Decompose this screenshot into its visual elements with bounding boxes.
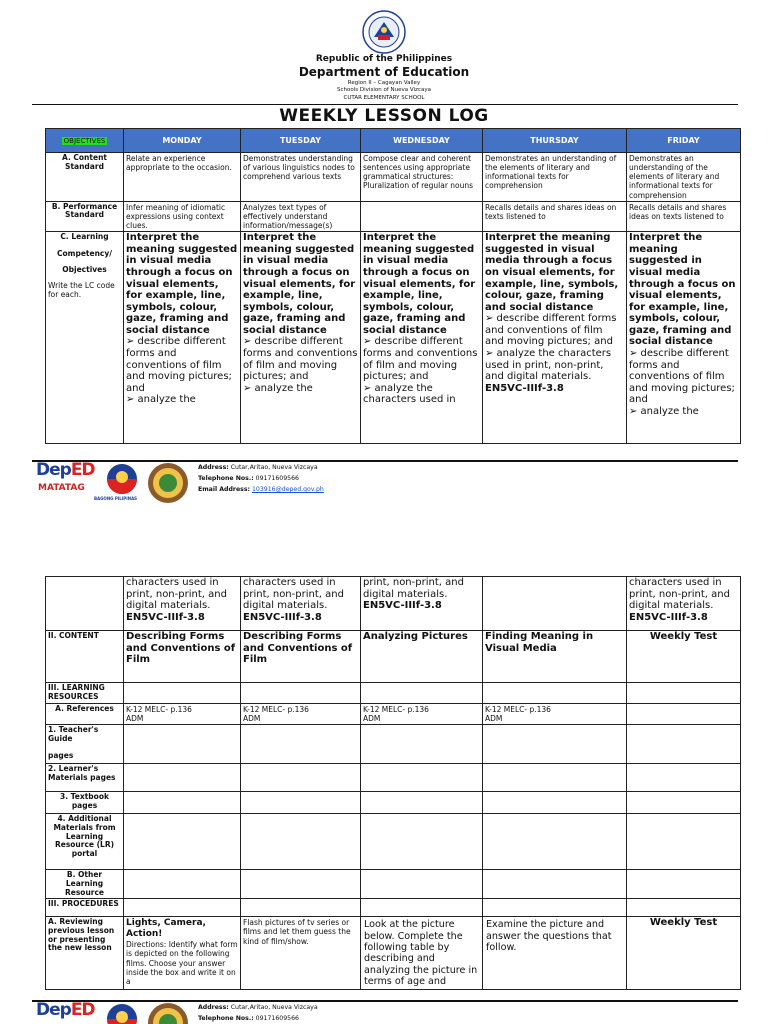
table-row <box>46 870 741 899</box>
lesson-log-table-bottom <box>45 576 741 990</box>
table-row <box>46 201 741 231</box>
school-name: CUTAR ELEMENTARY SCHOOL <box>343 95 425 101</box>
col-objectives: OBJECTIVES <box>46 129 124 153</box>
school-seal-icon <box>147 1002 189 1024</box>
table-cell: Describing Forms and Conventions of Film <box>124 631 241 683</box>
region-text: Region II – Cagayan Valley <box>347 80 421 86</box>
table-row <box>46 792 741 814</box>
table-cell: Demonstrates an understanding of the elements of literary and informational texts for comprehension <box>627 153 741 202</box>
bagong-pilipinas-text: BAGONG PILIPINAS <box>94 496 138 501</box>
matatag-logo: MATATAG <box>38 483 85 493</box>
col-thursday: THURSDAY <box>483 129 627 153</box>
table-cell: K-12 MELC- p.136 ADM <box>241 704 361 725</box>
table-cell: Describing Forms and Conventions of Film <box>241 631 361 683</box>
row-label-teachers-guide: 1. Teacher's Guide pages <box>46 725 124 764</box>
division-text: Schools Division of Nueva Vizcaya <box>337 87 431 93</box>
table-cell: Relate an experience appropriate to the occasion. <box>124 153 241 202</box>
table-cell: Finding Meaning in Visual Media <box>483 631 627 683</box>
table-cell: Compose clear and coherent sentences using appropriate grammatical structures: Pluralization of regular nouns <box>361 153 483 202</box>
table-cell: Infer meaning of idiomatic expressions using context clues. <box>124 201 241 231</box>
table-cell: Demonstrates understanding of various linguistics nodes to comprehend various texts <box>241 153 361 202</box>
table-cell: Look at the picture below. Complete the following table by describing and analyzing the picture in terms of age and <box>361 917 483 990</box>
header-divider <box>32 104 738 105</box>
table-cell: Weekly Test <box>627 917 741 990</box>
row-label-references: A. References <box>46 704 124 725</box>
table-cell: Lights, Camera, Action! Directions: Identify what form is depicted on the following films. Choose your answer inside the box and write it on a <box>124 917 241 990</box>
table-cell: Examine the picture and answer the questions that follow. <box>483 917 627 990</box>
col-tuesday: TUESDAY <box>241 129 361 153</box>
row-label-additional-materials: 4. Additional Materials from Learning Resource (LR) portal <box>46 814 124 870</box>
table-cell: Analyzing Pictures <box>361 631 483 683</box>
table-cell: characters used in print, non-print, and digital materials. EN5VC-IIIf-3.8 <box>241 577 361 631</box>
row-label-other-resources: B. Other Learning Resource <box>46 870 124 899</box>
table-row <box>46 704 741 725</box>
row-label-content-standard: A. Content Standard <box>46 153 124 202</box>
table-row <box>46 899 741 917</box>
row-label-textbook: 3. Textbook pages <box>46 792 124 814</box>
email-link[interactable]: 103916@deped.gov.ph <box>251 486 324 493</box>
bagong-pilipinas-icon <box>102 1002 142 1024</box>
table-cell: Flash pictures of tv series or films and let them guess the kind of film/show. <box>241 917 361 990</box>
table-cell: Interpret the meaning suggested in visual media through a focus on visual elements, for example, line, symbols, colour, gaze, framing and social distance ➢ describe different forms and conventions of film and moving pictures; and ➢ analyze the <box>241 232 361 444</box>
page-footer-2 <box>32 1000 738 1024</box>
table-cell: Weekly Test <box>627 631 741 683</box>
table-cell: characters used in print, non-print, and digital materials. EN5VC-IIIf-3.8 <box>124 577 241 631</box>
footer-phone: Telephone Nos.: 09171609566 <box>198 475 299 482</box>
department-name: Department of Education <box>298 65 470 79</box>
table-row <box>46 153 741 202</box>
col-wednesday: WEDNESDAY <box>361 129 483 153</box>
table-cell: K-12 MELC- p.136 ADM <box>361 704 483 725</box>
row-label-learning-competency: C. Learning Competency/ Objectives Write the LC code for each. <box>46 232 124 444</box>
row-label-content: II. CONTENT <box>46 631 124 683</box>
row-label-performance-standard: B. Performance Standard <box>46 201 124 231</box>
page-footer <box>32 460 738 510</box>
page-title: WEEKLY LESSON LOG <box>279 106 489 126</box>
table-cell: Analyzes text types of effectively understand information/message(s) <box>241 201 361 231</box>
col-friday: FRIDAY <box>627 129 741 153</box>
footer-email: Email Address: 103916@deped.gov.ph <box>198 486 324 493</box>
deped-logo: DepED <box>36 1000 95 1020</box>
table-cell: Recalls details and shares ideas on texts listened to <box>627 201 741 231</box>
lesson-log-table-top <box>45 128 741 444</box>
table-cell: print, non-print, and digital materials. EN5VC-IIIf-3.8 <box>361 577 483 631</box>
table-cell: Interpret the meaning suggested in visual media through a focus on visual elements, for example, line, symbols, colour, gaze, framing and social distance ➢ describe different forms and conventions of film and moving pictures; and ➢ analyze the <box>627 232 741 444</box>
table-row <box>46 917 741 990</box>
footer-address: Address: Cutar,Aritao, Nueva Vizcaya <box>198 464 318 471</box>
row-label-learning-resources: III. LEARNING RESOURCES <box>46 683 124 704</box>
republic-text: Republic of the Philippines <box>315 54 453 64</box>
footer-phone: Telephone Nos.: 09171609566 <box>198 1015 299 1022</box>
table-cell: Interpret the meaning suggested in visual media through a focus on visual elements, for example, line, symbols, colour, gaze, framing and social distance ➢ describe different forms and conventions of film and moving pictures; and ➢ analyze the characters used in print, non-print, and digital materials. EN5VC-IIIf-3.8 <box>483 232 627 444</box>
table-cell: Demonstrates an understanding of the elements of literary and informational texts for comprehension <box>483 153 627 202</box>
row-label-reviewing: A. Reviewing previous lesson or presenting the new lesson <box>46 917 124 990</box>
table-cell <box>361 201 483 231</box>
deped-logo: DepED <box>36 460 95 480</box>
bagong-pilipinas-icon <box>102 462 142 496</box>
table-cell: K-12 MELC- p.136 ADM <box>124 704 241 725</box>
table-cell: K-12 MELC- p.136 ADM <box>483 704 627 725</box>
school-seal-icon <box>147 462 189 504</box>
table-cell: characters used in print, non-print, and digital materials. EN5VC-IIIf-3.8 <box>627 577 741 631</box>
row-label-procedures: III. PROCEDURES <box>46 899 124 917</box>
table-row <box>46 814 741 870</box>
table-row <box>46 764 741 792</box>
table-row <box>46 577 741 631</box>
table-row <box>46 725 741 764</box>
table-row <box>46 683 741 704</box>
table-cell: Interpret the meaning suggested in visual media through a focus on visual elements, for example, line, symbols, colour, gaze, framing and social distance ➢ describe different forms and conventions of film and moving pictures; and ➢ analyze the <box>124 232 241 444</box>
footer-address: Address: Cutar,Aritao, Nueva Vizcaya <box>198 1004 318 1011</box>
row-label-learners-materials: 2. Learner's Materials pages <box>46 764 124 792</box>
table-cell: Recalls details and shares ideas on texts listened to <box>483 201 627 231</box>
table-row <box>46 631 741 683</box>
table-row <box>46 232 741 444</box>
deped-seal-icon <box>362 10 406 54</box>
table-cell: Interpret the meaning suggested in visual media through a focus on visual elements, for example, line, symbols, colour, gaze, framing and social distance ➢ describe different forms and conventions of film and moving pictures; and ➢ analyze the characters used in <box>361 232 483 444</box>
col-monday: MONDAY <box>124 129 241 153</box>
